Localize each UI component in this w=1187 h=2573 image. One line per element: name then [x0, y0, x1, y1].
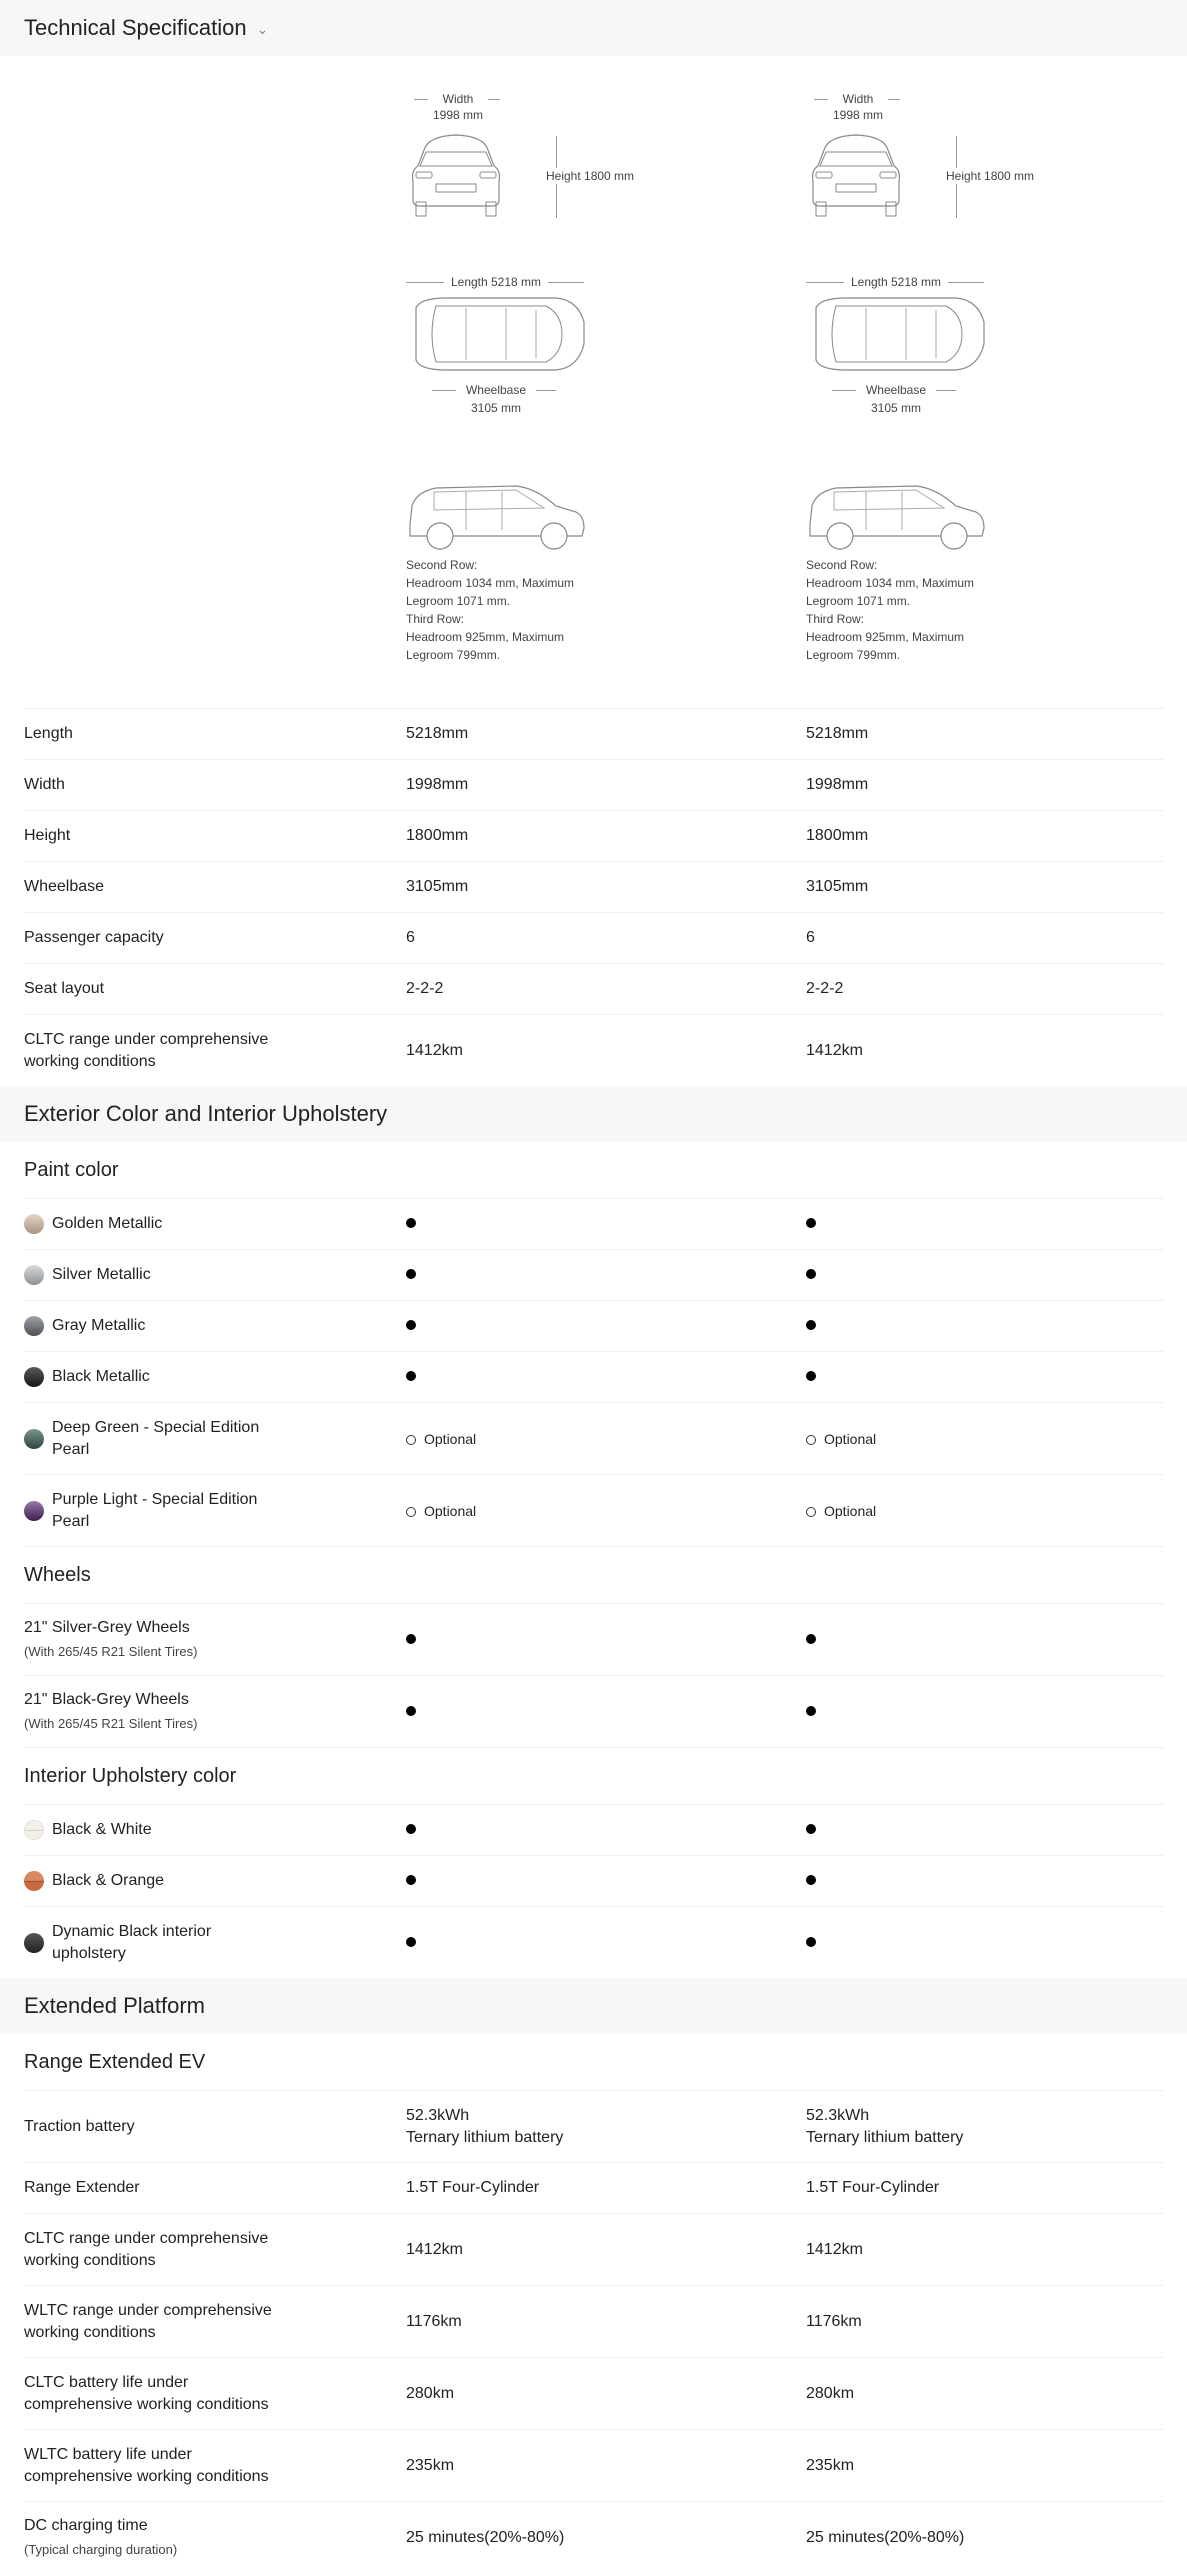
row-value-b: 1800mm	[806, 827, 869, 844]
height-label: Height 1800 mm	[544, 168, 648, 184]
car-top-view-icon	[406, 294, 590, 374]
car-top-view-icon	[806, 294, 990, 374]
length-label: Length 5218 mm	[844, 274, 948, 290]
included-dot-icon	[806, 1872, 1163, 1890]
included-dot-icon	[406, 1934, 806, 1952]
row-label: Range Extender	[24, 2179, 140, 2196]
row-label: Wheelbase	[24, 878, 105, 895]
dynamic-black-swatch-icon	[24, 1933, 44, 1953]
golden-swatch-icon	[24, 1214, 44, 1234]
table-row	[24, 2286, 1163, 2358]
row-value-a: 1998mm	[406, 776, 469, 793]
table-row	[24, 811, 1163, 862]
black-swatch-icon	[24, 1367, 44, 1387]
optional-ring-icon	[806, 1507, 816, 1517]
chevron-down-icon[interactable]: ⌄	[256, 20, 269, 37]
row-label: Height	[24, 827, 71, 844]
table-row	[24, 2091, 1163, 2163]
table-row	[24, 1403, 1163, 1475]
included-dot-icon	[806, 1266, 1163, 1284]
optional-ring-icon	[406, 1507, 416, 1517]
table-row	[24, 1250, 1163, 1301]
exterior-header[interactable]	[0, 1086, 1187, 1142]
included-dot-icon	[806, 1368, 1163, 1386]
row-dimensions-note: Second Row: Headroom 1034 mm, Maximum Legroom 1071 mm. Third Row: Headroom 925mm, Maximum Legroom 799mm.	[406, 558, 575, 662]
row-value-b: 1176km	[806, 2312, 862, 2330]
row-label: WLTC battery life under comprehensive working conditions	[24, 2445, 269, 2485]
row-value-b: 235km	[806, 2456, 855, 2474]
interior-subheader: Interior Upholstery color	[24, 1748, 1163, 1805]
included-dot-icon	[806, 1703, 1163, 1721]
diagram-column-1	[406, 56, 666, 708]
row-label: CLTC range under comprehensive working conditions	[24, 1030, 269, 1070]
width-label: Width	[828, 91, 888, 107]
table-row	[24, 2502, 1163, 2573]
table-row	[24, 760, 1163, 811]
car-side-view-icon	[806, 480, 986, 552]
table-row	[24, 964, 1163, 1015]
included-dot-icon	[806, 1934, 1163, 1952]
table-row	[24, 1604, 1163, 1676]
row-value-b: 3105mm	[806, 878, 869, 895]
included-dot-icon	[806, 1215, 1163, 1233]
black-orange-swatch-icon	[24, 1871, 44, 1891]
table-row	[24, 913, 1163, 964]
optional-ring-icon	[806, 1435, 816, 1445]
row-label: Purple Light - Special Edition Pearl	[52, 1490, 258, 1530]
included-dot-icon	[806, 1821, 1163, 1839]
optional-label: Optional	[824, 1430, 877, 1447]
row-label: Black & White	[52, 1821, 152, 1838]
included-dot-icon	[806, 1631, 1163, 1649]
table-row	[24, 2358, 1163, 2430]
platform-header[interactable]	[0, 1978, 1187, 2034]
platform-title: Extended Platform	[24, 1993, 205, 2018]
table-row	[24, 1352, 1163, 1403]
included-dot-icon	[406, 1215, 806, 1233]
table-row	[24, 1301, 1163, 1352]
optional-label: Optional	[424, 1430, 477, 1447]
row-label: Gray Metallic	[52, 1317, 146, 1334]
included-dot-icon	[406, 1266, 806, 1284]
row-value-a: 280km	[406, 2384, 455, 2402]
included-dot-icon	[406, 1631, 806, 1649]
row-value-a-line2: Ternary lithium battery	[406, 2128, 564, 2146]
row-value-b-line1: 52.3kWh	[806, 2106, 870, 2124]
row-label: DC charging time	[24, 2516, 148, 2534]
row-value-a-line1: 52.3kWh	[406, 2106, 470, 2124]
row-value-a: 1800mm	[406, 827, 469, 844]
row-label: WLTC range under comprehensive working conditions	[24, 2301, 272, 2341]
wheelbase-label: Wheelbase	[456, 382, 536, 398]
row-value-b: 1.5T Four-Cylinder	[806, 2179, 940, 2196]
row-label: Passenger capacity	[24, 929, 164, 946]
gray-swatch-icon	[24, 1316, 44, 1336]
included-dot-icon	[406, 1317, 806, 1335]
row-label: Length	[24, 725, 73, 742]
row-value-b: 5218mm	[806, 725, 869, 742]
row-value-a: 1412km	[406, 1041, 463, 1059]
deep-green-swatch-icon	[24, 1429, 44, 1449]
row-value-a: 2-2-2	[406, 980, 444, 997]
row-value-a: 235km	[406, 2456, 455, 2474]
row-value-a: 1176km	[406, 2312, 462, 2330]
width-value: 1998 mm	[820, 107, 896, 123]
row-value-b: 2-2-2	[806, 980, 844, 997]
silver-swatch-icon	[24, 1265, 44, 1285]
row-value-a: 25 minutes(20%-80%)	[406, 2528, 565, 2546]
row-label: CLTC battery life under comprehensive working conditions	[24, 2373, 269, 2413]
row-value-a: 6	[406, 929, 415, 946]
table-row	[24, 2430, 1163, 2502]
table-row	[24, 1856, 1163, 1907]
row-value-b-line2: Ternary lithium battery	[806, 2128, 964, 2146]
included-dot-icon	[406, 1872, 806, 1890]
table-row	[24, 1199, 1163, 1250]
black-white-swatch-icon	[24, 1820, 44, 1840]
car-front-view-icon	[806, 132, 906, 218]
wheelbase-label: Wheelbase	[856, 382, 936, 398]
row-label: 21" Silver-Grey Wheels	[24, 1618, 190, 1636]
row-label: 21" Black-Grey Wheels	[24, 1690, 189, 1708]
included-dot-icon	[406, 1821, 806, 1839]
included-dot-icon	[406, 1703, 806, 1721]
dimension-diagrams	[24, 56, 1163, 709]
tech-spec-header[interactable]	[0, 0, 1187, 56]
width-value: 1998 mm	[420, 107, 496, 123]
optional-label: Optional	[824, 1502, 877, 1519]
row-sublabel: (Typical charging duration)	[24, 2541, 178, 2557]
wheelbase-value: 3105 mm	[856, 400, 936, 416]
row-value-a: 3105mm	[406, 878, 469, 895]
car-side-view-icon	[406, 480, 586, 552]
row-sublabel: (With 265/45 R21 Silent Tires)	[24, 1643, 198, 1659]
row-label: Black Metallic	[52, 1368, 150, 1385]
width-label: Width	[428, 91, 488, 107]
included-dot-icon	[406, 1368, 806, 1386]
table-row	[24, 1907, 1163, 1978]
table-row	[24, 1015, 1163, 1086]
optional-ring-icon	[406, 1435, 416, 1445]
row-sublabel: (With 265/45 R21 Silent Tires)	[24, 1715, 198, 1731]
table-row	[24, 1475, 1163, 1547]
table-row	[24, 2163, 1163, 2214]
table-row	[24, 1805, 1163, 1856]
row-value-a: 5218mm	[406, 725, 469, 742]
length-label: Length 5218 mm	[444, 274, 548, 290]
row-label: Golden Metallic	[52, 1215, 163, 1232]
wheels-subheader: Wheels	[24, 1547, 1163, 1604]
table-row	[24, 1676, 1163, 1748]
row-value-b: 6	[806, 929, 815, 946]
row-value-a: 1412km	[406, 2240, 463, 2258]
row-label: Traction battery	[24, 2117, 135, 2135]
row-value-b: 1998mm	[806, 776, 869, 793]
row-label: Width	[24, 776, 65, 793]
car-front-view-icon	[406, 132, 506, 218]
table-row	[24, 709, 1163, 760]
table-row	[24, 862, 1163, 913]
row-label: Deep Green - Special Edition Pearl	[52, 1418, 260, 1458]
included-dot-icon	[806, 1317, 1163, 1335]
row-value-b: 1412km	[806, 2240, 863, 2258]
wheelbase-value: 3105 mm	[456, 400, 536, 416]
row-value-b: 1412km	[806, 1041, 863, 1059]
row-value-a: 1.5T Four-Cylinder	[406, 2179, 540, 2196]
optional-label: Optional	[424, 1502, 477, 1519]
row-label: Black & Orange	[52, 1872, 165, 1889]
row-dimensions-note: Second Row: Headroom 1034 mm, Maximum Legroom 1071 mm. Third Row: Headroom 925mm, Maximum Legroom 799mm.	[806, 558, 975, 662]
diagram-column-2	[806, 56, 1066, 708]
table-row	[24, 2214, 1163, 2286]
row-label: Silver Metallic	[52, 1266, 151, 1283]
row-value-b: 25 minutes(20%-80%)	[806, 2528, 965, 2546]
height-label: Height 1800 mm	[944, 168, 1048, 184]
tech-spec-title: Technical Specification	[24, 15, 247, 40]
paint-color-subheader: Paint color	[24, 1142, 1163, 1199]
row-value-b: 280km	[806, 2384, 855, 2402]
exterior-title: Exterior Color and Interior Upholstery	[24, 1101, 388, 1126]
row-label: Dynamic Black interior upholstery	[52, 1922, 212, 1962]
row-label: CLTC range under comprehensive working conditions	[24, 2229, 269, 2269]
row-label: Seat layout	[24, 980, 105, 997]
purple-swatch-icon	[24, 1501, 44, 1521]
range-extended-subheader: Range Extended EV	[24, 2034, 1163, 2091]
